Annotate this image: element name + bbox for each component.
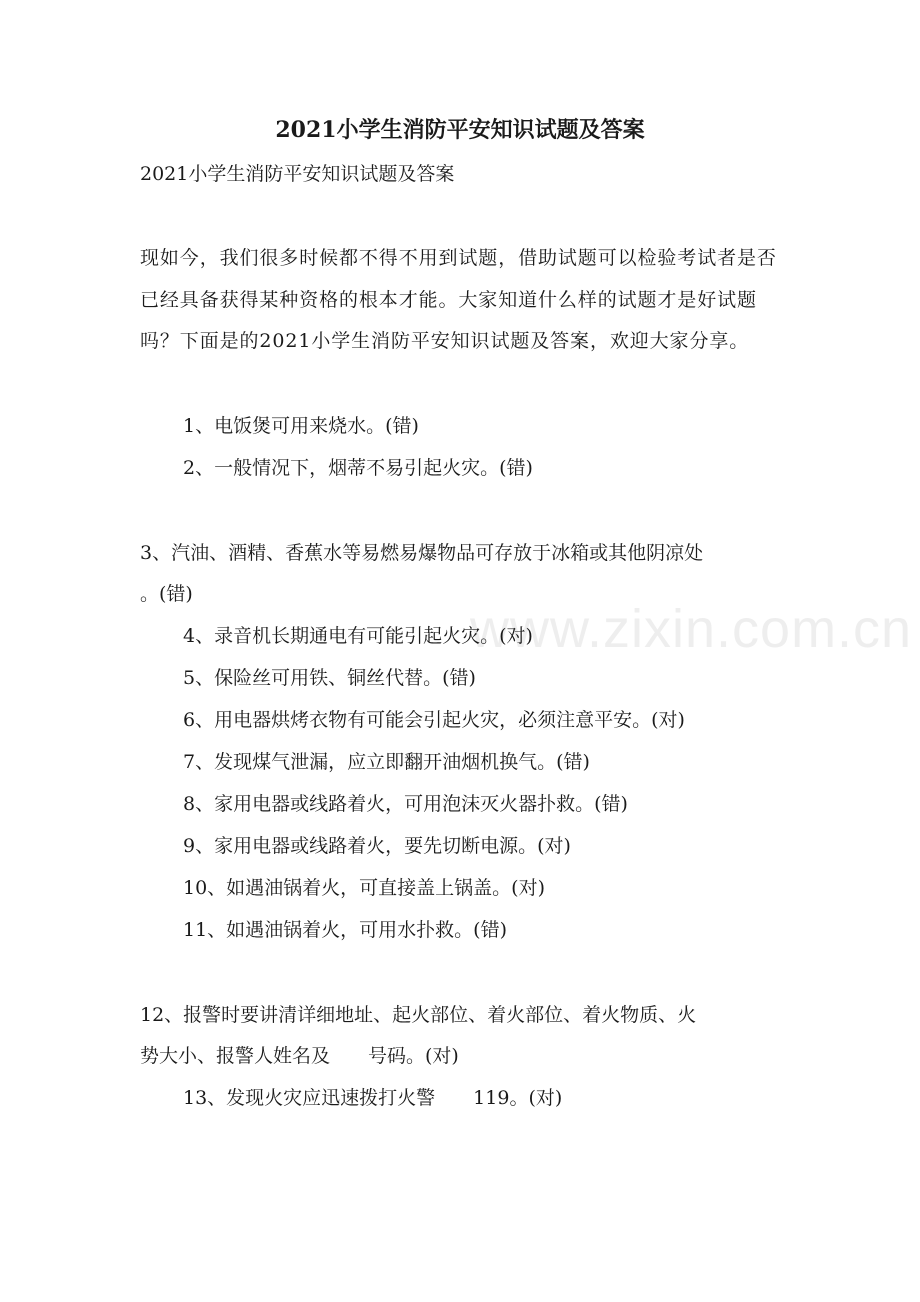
question-13: 13、发现火灾应迅速拨打火警 119。(对) xyxy=(183,1087,563,1109)
question-12-line-2: 势大小、报警人姓名及 号码。(对) xyxy=(140,1045,459,1067)
question-7: 7、发现煤气泄漏，应立即翻开油烟机换气。(错) xyxy=(183,751,590,773)
question-3-line-1: 3、汽油、酒精、香蕉水等易燃易爆物品可存放于冰箱或其他阴凉处 xyxy=(140,542,704,564)
question-12-line-1: 12、报警时要讲清详细地址、起火部位、着火部位、着火物质、火 xyxy=(140,1004,697,1026)
question-5: 5、保险丝可用铁、铜丝代替。(错) xyxy=(183,667,476,689)
page-title: 2021小学生消防平安知识试题及答案 xyxy=(275,117,645,143)
watermark: www.zixin.com.cn xyxy=(470,599,913,659)
subtitle: 2021小学生消防平安知识试题及答案 xyxy=(140,163,455,185)
question-8: 8、家用电器或线路着火，可用泡沫灭火器扑救。(错) xyxy=(183,793,628,815)
question-3-line-2: 。(错) xyxy=(140,583,193,605)
question-2: 2、一般情况下，烟蒂不易引起火灾。(错) xyxy=(183,457,533,479)
intro-paragraph: 现如今，我们很多时候都不得不用到试题，借助试题可以检验考试者是否已经具备获得某种资格的根本才能。大家知道什么样的试题才是好试题吗？下面是的2021小学生消防平安知识试题及答案，欢迎大家分享。 xyxy=(140,247,777,352)
question-10: 10、如遇油锅着火，可直接盖上锅盖。(对) xyxy=(183,877,546,899)
question-1: 1、电饭煲可用来烧水。(错) xyxy=(183,415,419,437)
question-9: 9、家用电器或线路着火，要先切断电源。(对) xyxy=(183,835,571,857)
question-6: 6、用电器烘烤衣物有可能会引起火灾，必须注意平安。(对) xyxy=(183,709,685,731)
question-4: 4、录音机长期通电有可能引起火灾。(对) xyxy=(183,625,533,647)
question-11: 11、如遇油锅着火，可用水扑救。(错) xyxy=(183,919,508,941)
